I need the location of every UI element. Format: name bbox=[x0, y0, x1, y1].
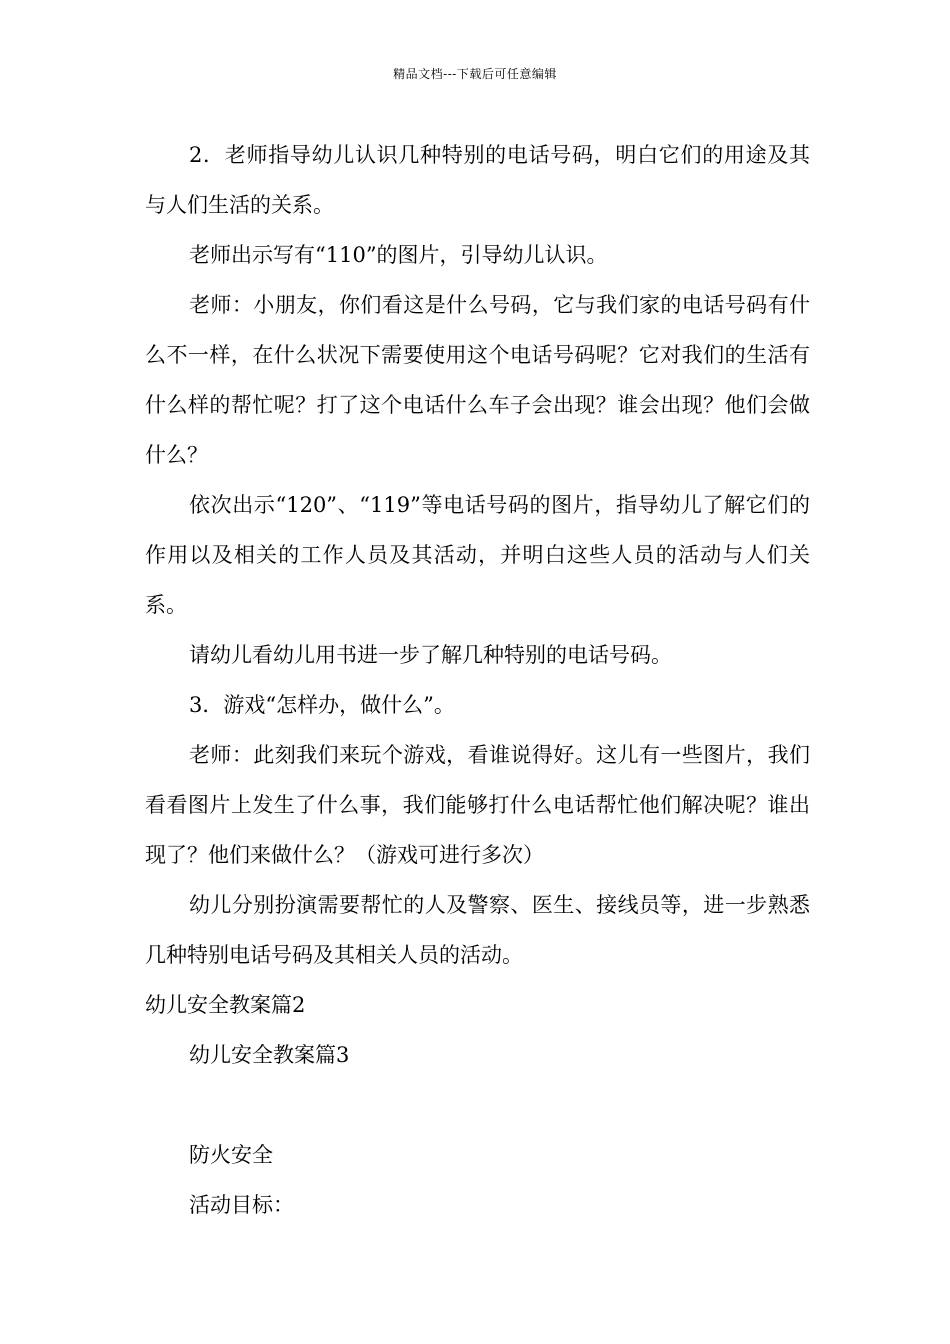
document-body bbox=[145, 130, 810, 1230]
paragraph-teacher-game: 老师：此刻我们来玩个游戏，看谁说得好。这儿有一些图片，我们看看图片上发生了什么事，我们能够打什么电话帮忙他们解决呢？谁出现了？他们来做什么？（游戏可进行多次） bbox=[145, 743, 810, 867]
page-header: 精品文档---下载后可任意编辑 bbox=[393, 67, 557, 81]
section-title-3: 幼儿安全教案篇3 bbox=[189, 1043, 350, 1067]
paragraph-show-110: 老师出示写有“110”的图片，引导幼儿认识。 bbox=[189, 243, 608, 267]
blank-line bbox=[145, 1080, 810, 1130]
paragraph-role-play: 幼儿分别扮演需要帮忙的人及警察、医生、接线员等，进一步熟悉几种特别电话号码及其相关人员的活动。 bbox=[145, 893, 810, 967]
paragraph-show-120-119: 依次出示“120”、“119”等电话号码的图片，指导幼儿了解它们的作用以及相关的工作人员及其活动，并明白这些人员的活动与人们关系。 bbox=[145, 493, 810, 617]
activity-goals-label: 活动目标： bbox=[189, 1193, 294, 1217]
paragraph-step-3-game: 3．游戏“怎样办，做什么”。 bbox=[189, 693, 455, 717]
paragraph-step-2: 2．老师指导幼儿认识几种特别的电话号码，明白它们的用途及其与人们生活的关系。 bbox=[145, 143, 810, 217]
section-title-2: 幼儿安全教案篇2 bbox=[145, 993, 306, 1017]
paragraph-teacher-questions: 老师：小朋友，你们看这是什么号码，它与我们家的电话号码有什么不一样，在什么状况下需要使用这个电话号码呢？它对我们的生活有什么样的帮忙呢？打了这个电话什么车子会出现？谁会出现？他们会做什么？ bbox=[145, 293, 810, 467]
topic-fire-safety: 防火安全 bbox=[189, 1143, 273, 1167]
paragraph-read-book: 请幼儿看幼儿用书进一步了解几种特别的电话号码。 bbox=[189, 643, 672, 667]
